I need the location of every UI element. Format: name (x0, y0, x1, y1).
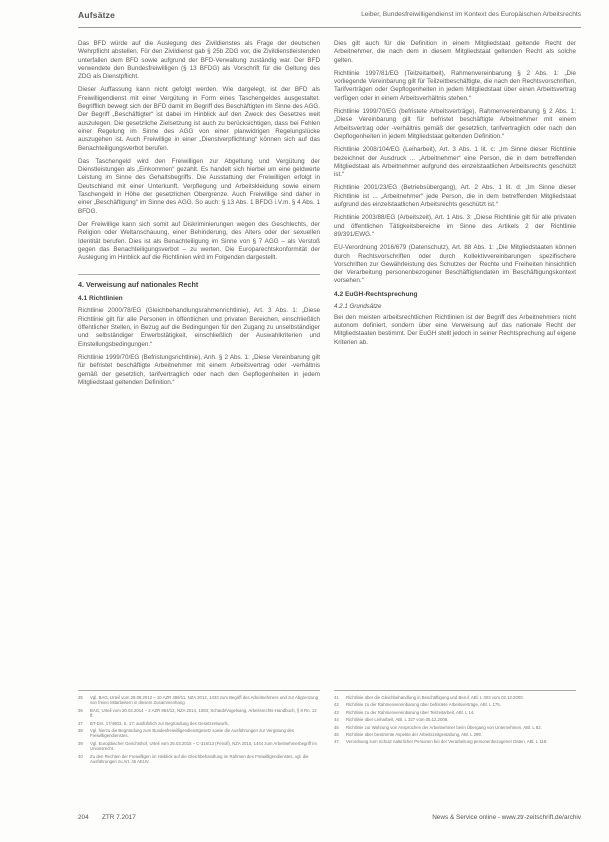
paragraph: Richtlinie 2003/88/EG (Arbeitszeit), Art. 1 Abs. 3: „Diese Richtlinie gilt für alle privaten und öffentlichen Tätigkeitsbereiche im Sinne des Artikels 2 der Richtlinie 89/391/EWG.“ (334, 214, 576, 238)
paragraph: Richtlinie 1999/70/EG (Befristungsrichtlinie), Anh. § 2 Abs. 1: „Diese Vereinbarung gilt für befristet beschäftigte Arbeitnehmer mit einem Arbeitsvertrag oder -verhältnis gemäß der gesetzlich, tarifvertraglich oder nach den Gepflogenheiten in jedem Mitgliedstaat geltenden Definition.“ (78, 353, 320, 386)
header-rule (78, 27, 581, 28)
right-column (334, 40, 576, 352)
footnotes-left (78, 690, 320, 766)
paragraph: Bei den meisten arbeitsrechtlichen Richtlinien ist der Begriff des Arbeitnehmers nicht autonom definiert, sondern über eine Verweisung auf das nationale Recht der Mitgliedstaaten bestimmt. Der EuGH stellt jedoch in seiner Rechtsprechung auf eigene Kriterien ab. (334, 313, 576, 346)
footnotes-right (334, 690, 576, 747)
footnote: 41 Richtlinie über die Gleichbehandlung in Beschäftigung und Beruf, ABl. L 303 vom 02.12.2000. (334, 695, 524, 700)
paragraph: Richtlinie 2008/104/EG (Leiharbeit), Art. 3 Abs. 1 lit. c: „Im Sinne dieser Richtlinie bezeichnet der Ausdruck ... „Arbeitnehmer“ eine Person, die in dem betreffenden Mitgliedstaat als Arbeitnehmer aufgrund des einzelstaatlichen Arbeitsrechts geschützt ist.“ (334, 146, 576, 179)
section-heading: 4. Verweisung auf nationales Recht (78, 280, 199, 290)
footnote: 42 Richtlinie zu der Rahmenvereinbarung über befristete Arbeitsverträge, ABl. L 175. (334, 702, 501, 708)
footnote: 44 Richtlinie über Leiharbeit, ABl. L 327 vom 05.12.2008. (334, 717, 449, 723)
page-footer (78, 814, 581, 824)
page-header (78, 10, 581, 24)
paragraph: Der Freiwillige kann sich somit auf Diskriminierungen wegen des Geschlechts, der Religion oder Weltanschauung, einer Behinderung, des Alters oder der sexuellen Identität berufen. Dies ist als Benachteiligung im Sinne von § 7 AGG – als Verstoß gegen das Benachteiligungsverbot – zu werten. Die Europarechtskonformität der Auslegung im Hinblick auf die Richtlinien wird im Folgenden dargestellt. (78, 220, 320, 262)
paragraph: Richtlinie 1997/81/EG (Teilzeitarbeit), Rahmenvereinbarung § 2 Abs. 1: „Die vorliegende Vereinbarung gilt für Teilzeitbeschäftigte, die nach den Rechtsvorschriften, Tarifverträgen oder Gepflogenheiten in jedem Mitgliedstaat über einen Arbeitsvertrag verfügen oder in einem Arbeitsverhältnis stehen.“ (334, 69, 576, 102)
footnote: 46 Richtlinie über bestimmte Aspekte der Arbeitszeitgestaltung, ABl. L 299. (334, 732, 482, 738)
footnote: 35 Vgl. BAG, Urteil vom 29.08.2012 – 10 AZR 499/11, NZA 2012, 1433 zum Begriff des Arbeitnehmers und zur Abgrenzung von freien Mitarbeitern in diesem Zusammenhang. (78, 695, 319, 706)
paragraph: Richtlinie 1999/70/EG (befristete Arbeitsverträge), Rahmenvereinbarung § 2 Abs. 1: „Diese Vereinbarung gilt für befristet beschäftigte Arbeitnehmer mit einem Arbeitsvertrag oder -verhältnis gemäß der gesetzlich, tarifvertraglich oder nach den Gepflogenheiten in jedem Mitgliedstaat geltenden Definition.“ (334, 108, 576, 140)
footnote: 47 Verordnung zum Schutz natürlicher Personen bei der Verarbeitung personenbezogener Daten, ABl. L 119. (334, 739, 548, 745)
section-rule (78, 274, 320, 275)
footnote: 45 Richtlinie zur Wahrung von Ansprüchen der Arbeitnehmer beim Übergang von Unternehmen, ABl. L 82. (334, 724, 542, 730)
paragraph: Richtlinie 2000/78/EG (Gleichbehandlungsrahmenrichtlinie), Art. 3 Abs. 1: „Diese Richtlinie gilt für alle Personen in öffentlichen und privaten Bereichen, einschließlich öffentlicher Stellen, in Bezug auf die Bedingungen für den Zugang zu unselbständiger und selbständiger Erwerbstätigkeit, einschließlich der Auswahlkriterien und Einstellungsbedingungen.“ (78, 307, 320, 348)
footnote: 38 Vgl. hierzu die Begründung zum Bundesfreiwilligendienstgesetz sowie die Ausführungen zur Vergütung des Freiwilligendienstes. (78, 728, 294, 739)
left-column (78, 40, 320, 392)
paragraph: Richtlinie 2001/23/EG (Betriebsübergang), Art. 2 Abs. 1 lit. d: „Im Sinne dieser Richtlinie ist ... „Arbeitnehmer“ jede Person, die in dem betreffenden Mitgliedstaat aufgrund des einzelstaatlichen Arbeitsrechts geschützt ist.“ (334, 184, 576, 209)
paragraph: Dies gilt auch für die Definition in einem Mitgliedstaat geltende Recht der Arbeitnehmer, die nach dem in diesem Mitgliedstaat geltenden Recht als solche gelten. (334, 40, 576, 64)
footnote: 36 BAG, Urteil vom 20.02.2014 – 2 AZR 864/12, NZA 2014, 1083; Schaub/Vogelsang, Arbeitsrechts-Handbuch, § 8 Rn. 12 ff. (78, 707, 317, 719)
paragraph: Dieser Auffassung kann nicht gefolgt werden. Wie dargelegt, ist der BFD als Freiwilligendienst mit einer Vergütung in Form eines Taschengeldes ausgestaltet. Begrifflich bewegt sich der BFD damit im Begriff des Beschäftigten im Sinne des AGG. Der Begriff „Beschäftigter“ ist dabei im Hinblick auf den Zweck des Gesetzes weit auszulegen. Die gesetzliche Zielsetzung ist auch zu berücksichtigen, dass bei Fehlen einer Regelung im Sinne des AGG von einer planwidrigen Regelungslücke auszugehen ist. Auch Freiwillige in einer „Dienstverpflichtung“ können sich auf das Benachteiligungsverbot berufen. (78, 86, 320, 152)
running-title: Leiber, Bundesfreiwilligendienst im Kontext des Europäischen Arbeitsrechts (361, 11, 581, 18)
subsubsection-heading: 4.2.1 Grundsätze (334, 302, 382, 310)
subsection-heading: 4.1 Richtlinien (78, 295, 123, 303)
section-label: Aufsätze (78, 10, 116, 20)
footnote: 39 Vgl. Europäischer Gerichtshof, Urteil vom 26.03.2015 – C-316/13 (Fenoll), NZA 2015, 1444 zum Arbeitnehmerbegriff im Unionsrecht. (78, 740, 317, 752)
footnote: 37 BT-Drs. 17/4803, S. 17; ausführlich zur Begründung des Gesetzentwurfs. (78, 720, 230, 726)
paragraph: EU-Verordnung 2016/679 (Datenschutz), Art. 88 Abs. 1: „Die Mitgliedstaaten können durch Rechtsvorschriften oder durch Kollektivvereinbarungen spezifischere Vorschriften zur Gewährleistung des Schutzes der Rechte und Freiheiten hinsichtlich der Verarbeitung personenbezogener Beschäftigtendaten im Beschäftigungskontext vorsehen.“ (334, 244, 576, 285)
journal-issue: ZTR 7.2017 (102, 814, 136, 821)
footnote: 43 Richtlinie zu der Rahmenvereinbarung über Teilzeitarbeit, ABl. L 14. (334, 709, 475, 715)
subsection-heading: 4.2 EuGH-Rechtsprechung (334, 290, 418, 298)
paragraph: Das BFD würde auf die Auslegung des Zivildienstes als Frage der deutschen Wehrpflicht abstellen. Für den Zivildienst gab § 25b ZDG vor, die Zivildienstleistenden unterfallen dem BFD sowie aufgrund der BFD-Verwaltung zuständig war. Der BFD verwendete den Bundesfreiwilligen (§ 13 BFDG) als Vorschrift für die Geltung des ZDG als Dienstpflicht. (78, 40, 320, 81)
paragraph: Das Taschengeld wird den Freiwilligen zur Abgeltung und Vergütung der Dienstleistungen als „Einkommen“ gezahlt. Es handelt sich hierbei um eine geldwerte Leistung im Sinne des Gehaltsbegriffs. Die Ausstattung der Freiwilligen erfolgt in Deutschland mit einer Unterkunft, Verpflegung und Arbeitskleidung sowie einem Taschengeld in Höhe der gesetzlichen Obergrenze. Auch Freiwillige sind daher in einer „Beschäftigung“ im Sinne des AGG. So auch: § 13 Abs. 1 BFDG i.V.m. § 4 Abs. 1 BFDG. (78, 157, 320, 215)
archive-link[interactable]: News & Service online - www.ztr-zeitschrift.de/archiv (432, 814, 581, 821)
footnote: 40 Zu den Rechten der Freiwilligen im Hinblick auf die Gleichbehandlung im Rahmen des Freiwilligendienstes, vgl. die Ausführungen zu Art. 45 AEUV. (78, 753, 309, 765)
page-number: 204 (78, 814, 89, 821)
